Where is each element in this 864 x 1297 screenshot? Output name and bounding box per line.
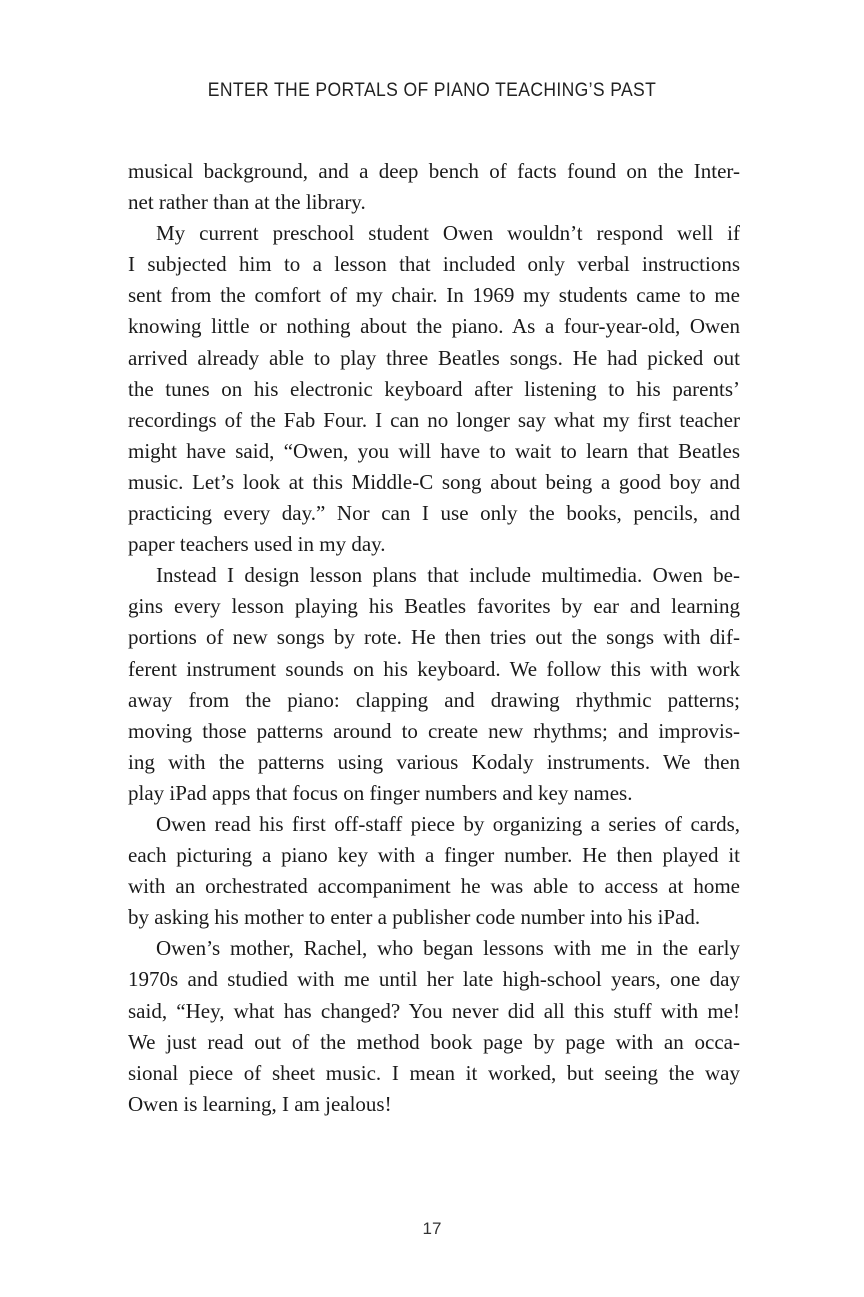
text-line: the tunes on his electronic keyboard after listening to his parents’	[128, 376, 740, 401]
paragraph	[128, 933, 740, 1120]
text-line: arrived already able to play three Beatles songs. He had picked out	[128, 345, 740, 370]
text-line: portions of new songs by rote. He then tries out the songs with dif-	[128, 625, 740, 650]
text-line: ferent instrument sounds on his keyboard. We follow this with work	[128, 656, 740, 681]
text-line: Owen is learning, I am jealous!	[128, 1091, 392, 1116]
paragraph	[128, 809, 740, 933]
text-line: paper teachers used in my day.	[128, 532, 386, 557]
paragraph	[128, 218, 740, 560]
text-line: sent from the comfort of my chair. In 1969 my students came to me	[128, 283, 740, 308]
text-line: with an orchestrated accompaniment he was able to access at home	[128, 874, 740, 899]
page-number: 17	[422, 1219, 442, 1238]
text-line: 1970s and studied with me until her late high-school years, one day	[128, 967, 740, 992]
text-line: gins every lesson playing his Beatles favorites by ear and learning	[128, 594, 740, 619]
text-line: away from the piano: clapping and drawing rhythmic patterns;	[128, 687, 740, 712]
running-head: ENTER THE PORTALS OF PIANO TEACHING’S PAST	[207, 79, 657, 101]
text-line: sional piece of sheet music. I mean it worked, but seeing the way	[128, 1060, 740, 1085]
text-line: net rather than at the library.	[128, 190, 366, 215]
text-line: Owen’s mother, Rachel, who began lessons with me in the early	[156, 936, 740, 961]
text-line: I subjected him to a lesson that included only verbal instructions	[128, 252, 740, 277]
text-line: knowing little or nothing about the piano. As a four-year-old, Owen	[128, 314, 740, 339]
text-line: music. Let’s look at this Middle-C song about being a good boy and	[128, 469, 740, 494]
text-line: Owen read his first off-staff piece by organizing a series of cards,	[156, 811, 740, 836]
paragraph	[128, 156, 740, 218]
text-line: We just read out of the method book page by page with an occa-	[128, 1029, 740, 1054]
text-line: by asking his mother to enter a publisher code number into his iPad.	[128, 905, 701, 930]
text-line: moving those patterns around to create new rhythms; and improvis-	[128, 718, 740, 743]
text-line: practicing every day.” Nor can I use only the books, pencils, and	[128, 501, 740, 526]
paragraph	[128, 560, 740, 809]
text-line: My current preschool student Owen wouldn’t respond well if	[156, 221, 740, 246]
text-line: might have said, “Owen, you will have to wait to learn that Beatles	[128, 438, 740, 463]
text-line: said, “Hey, what has changed? You never did all this stuff with me!	[128, 998, 740, 1023]
text-line: musical background, and a deep bench of facts found on the Inter-	[128, 159, 740, 183]
text-line: ing with the patterns using various Kodaly instruments. We then	[128, 749, 740, 774]
text-line: recordings of the Fab Four. I can no longer say what my first teacher	[128, 407, 740, 432]
text-line: Instead I design lesson plans that include multimedia. Owen be-	[156, 563, 740, 588]
text-line: each picturing a piano key with a finger number. He then played it	[128, 843, 740, 868]
text-line: play iPad apps that focus on finger numbers and key names.	[128, 780, 633, 805]
body-text	[128, 156, 740, 1120]
